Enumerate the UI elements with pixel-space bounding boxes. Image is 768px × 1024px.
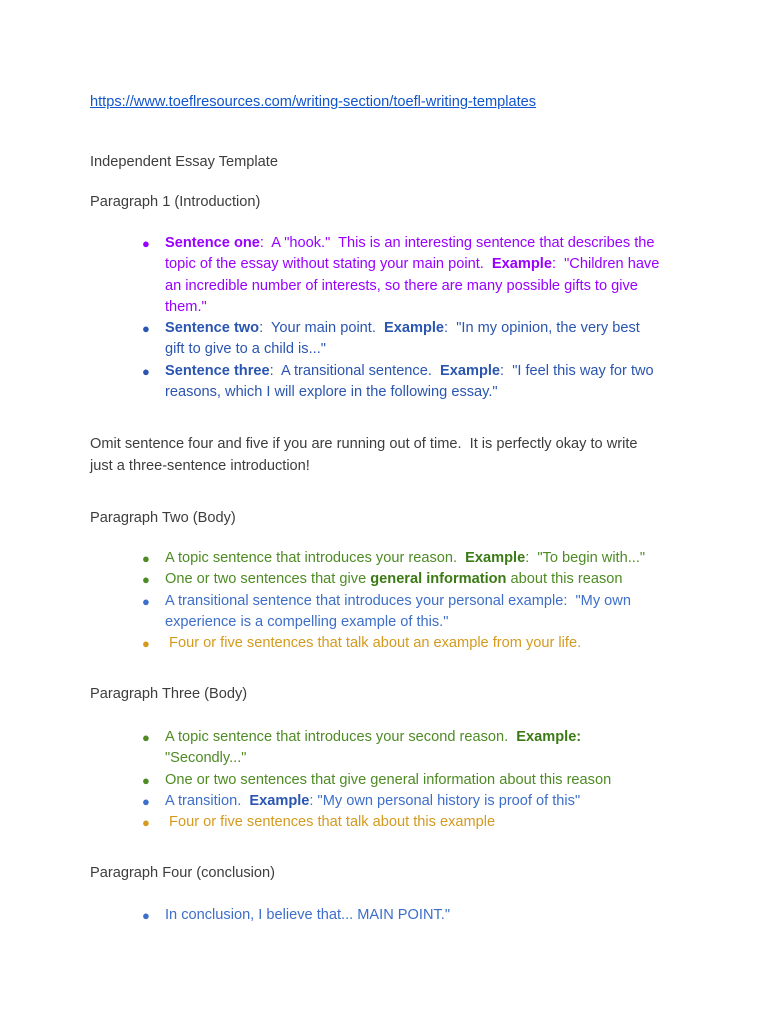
paragraph-1-heading: Paragraph 1 (Introduction) bbox=[90, 194, 261, 210]
p4-item-1-text: In conclusion, I believe that... MAIN POINT." bbox=[165, 907, 451, 923]
bullet-icon: ● bbox=[142, 363, 150, 379]
sentence-three-label: Sentence three bbox=[165, 362, 270, 379]
sentence-three-text-2: : "I feel this way for two bbox=[500, 362, 654, 379]
sentence-one-text: : A "hook." This is an interesting sentence that describes the bbox=[259, 235, 655, 251]
paragraph-1-list bbox=[0, 233, 685, 403]
sentence-two-text-2: : "In my opinion, the very best bbox=[444, 320, 640, 337]
p2-item-1-text-2: : "To begin with..." bbox=[525, 550, 646, 566]
sentence-one-text-4: an incredible number of interests, so there are many possible gifts to give bbox=[165, 277, 638, 294]
list-item bbox=[0, 812, 685, 833]
omit-note-line-1: Omit sentence four and five if you are running out of time. It is perfectly okay to write bbox=[90, 436, 638, 452]
paragraph-4-heading: Paragraph Four (conclusion) bbox=[90, 865, 275, 881]
sentence-two-text-3: gift to give to a child is..." bbox=[165, 341, 326, 358]
bullet-icon: ● bbox=[142, 730, 150, 745]
paragraph-2-list bbox=[0, 548, 685, 654]
bullet-icon: ● bbox=[142, 321, 150, 337]
bullet-icon: ● bbox=[142, 793, 150, 809]
paragraph-3-list bbox=[0, 727, 685, 833]
list-item bbox=[0, 727, 685, 770]
list-item bbox=[0, 770, 685, 791]
list-item bbox=[0, 548, 685, 569]
p2-item-4-text: Four or five sentences that talk about an example from your life. bbox=[165, 635, 582, 652]
list-item bbox=[0, 569, 685, 590]
bullet-icon: ● bbox=[142, 593, 150, 609]
example-label: Example bbox=[384, 320, 445, 337]
document-title: Independent Essay Template bbox=[90, 154, 278, 170]
bullet-icon: ● bbox=[142, 908, 150, 923]
sentence-one-text-3: : "Children have bbox=[551, 256, 660, 273]
example-label: Example: bbox=[516, 729, 582, 745]
p2-item-1-text: A topic sentence that introduces your reason. bbox=[165, 550, 466, 566]
sentence-one-label: Sentence one bbox=[165, 235, 260, 251]
p2-item-2-text-2: about this reason bbox=[506, 571, 623, 588]
list-item bbox=[0, 591, 685, 634]
example-label: Example bbox=[440, 362, 501, 379]
list-item bbox=[0, 318, 685, 361]
example-label: Example bbox=[249, 792, 310, 809]
p3-item-4-text: Four or five sentences that talk about this example bbox=[165, 814, 496, 831]
bullet-icon: ● bbox=[142, 772, 150, 788]
omit-note-line-2: just a three-sentence introduction! bbox=[90, 458, 310, 474]
sentence-one-text-5: them." bbox=[165, 298, 207, 315]
example-label: Example bbox=[491, 256, 552, 273]
sentence-three-text-3: reasons, which I will explore in the following essay." bbox=[165, 384, 498, 401]
list-item bbox=[0, 233, 685, 318]
bullet-icon: ● bbox=[142, 236, 150, 251]
p3-item-1-text-2: "Secondly..." bbox=[165, 750, 247, 767]
bullet-icon: ● bbox=[142, 815, 150, 831]
p3-item-1-text: A topic sentence that introduces your second reason. bbox=[165, 729, 517, 745]
example-label: Example bbox=[465, 550, 526, 566]
general-information-label: general information bbox=[370, 571, 507, 588]
bullet-icon: ● bbox=[142, 551, 150, 566]
p3-item-3-text: A transition. bbox=[165, 792, 250, 809]
sentence-two-text: : Your main point. bbox=[259, 320, 385, 337]
p2-item-3-text: A transitional sentence that introduces your personal example: "My own bbox=[165, 592, 631, 609]
list-item bbox=[0, 361, 685, 404]
sentence-two-label: Sentence two bbox=[165, 320, 260, 337]
p3-item-3-text-2: : "My own personal history is proof of this" bbox=[309, 792, 581, 809]
paragraph-3-heading: Paragraph Three (Body) bbox=[90, 686, 248, 702]
sentence-one-text-2: topic of the essay without stating your main point. bbox=[165, 256, 492, 273]
sentence-three-text: : A transitional sentence. bbox=[269, 362, 441, 379]
paragraph-2-heading: Paragraph Two (Body) bbox=[90, 510, 236, 526]
p3-item-2-text: One or two sentences that give general information about this reason bbox=[165, 771, 612, 788]
paragraph-4-list bbox=[0, 905, 685, 926]
p2-item-3-text-2: experience is a compelling example of this." bbox=[165, 613, 449, 630]
bullet-icon: ● bbox=[142, 572, 150, 588]
list-item bbox=[0, 791, 685, 812]
source-link[interactable]: https://www.toeflresources.com/writing-section/toefl-writing-templates bbox=[90, 94, 537, 110]
list-item bbox=[0, 905, 685, 926]
list-item bbox=[0, 633, 685, 654]
bullet-icon: ● bbox=[142, 636, 150, 652]
p2-item-2-text: One or two sentences that give bbox=[165, 571, 371, 588]
